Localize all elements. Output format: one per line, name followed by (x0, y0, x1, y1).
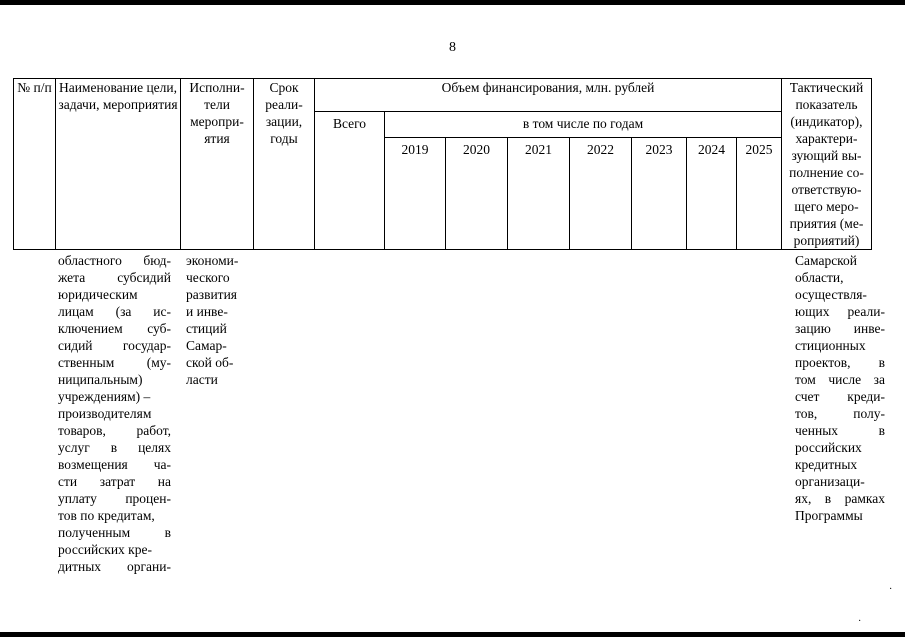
page-number: 8 (449, 40, 456, 55)
year-2021: 2021 (508, 138, 570, 250)
scan-speck: · (858, 616, 862, 627)
text-line: счет креди- (795, 389, 885, 404)
header-term: Срок реали- зации, годы (254, 79, 315, 250)
text-line: ях, в рамках (795, 491, 885, 506)
text-line: российских (795, 440, 862, 455)
text-line: сти затрат на (58, 474, 171, 489)
text-line: ческого (186, 270, 230, 285)
year-2023: 2023 (632, 138, 687, 250)
text-line: ченных в (795, 423, 885, 438)
text-line: возмещения ча- (58, 457, 171, 472)
text-line: ющих реали- (795, 304, 885, 319)
text-line: организаци- (795, 474, 865, 489)
table-header (13, 78, 872, 250)
text-line: товаров, работ, (58, 423, 171, 438)
text-line: уплату процен- (58, 491, 171, 506)
text-line: ской об- (186, 355, 234, 370)
text-line: дитных органи- (58, 559, 171, 574)
name-continuation-text (58, 252, 171, 575)
text-line: Самарской (795, 253, 858, 268)
executor-continuation-text (186, 252, 248, 388)
header-name: Наименование цели, задачи, мероприятия (56, 79, 181, 250)
text-line: Программы (795, 508, 863, 523)
text-line: проектов, в (795, 355, 885, 370)
text-line: сидий государ- (58, 338, 171, 353)
year-2024: 2024 (687, 138, 737, 250)
text-line: стиций (186, 321, 227, 336)
text-line: зацию инве- (795, 321, 885, 336)
text-line: тов по кредитам, (58, 508, 155, 523)
bottom-border-bar (0, 632, 905, 637)
header-total: Всего (315, 112, 385, 250)
text-line: развития (186, 287, 238, 302)
text-line: осуществля- (795, 287, 867, 302)
text-line: полученным в (58, 525, 171, 540)
top-border-bar (0, 0, 905, 5)
year-2025: 2025 (737, 138, 782, 250)
year-2020: 2020 (446, 138, 508, 250)
text-line: услуг в целях (58, 440, 171, 455)
scan-speck: · (889, 584, 893, 595)
text-line: тов, полу- (795, 406, 885, 421)
year-2022: 2022 (570, 138, 632, 250)
text-line: ключением суб- (58, 321, 171, 336)
text-line: области, (795, 270, 844, 285)
header-executor: Исполни- тели меропри- ятия (181, 79, 254, 250)
text-line: ниципальным) (58, 372, 143, 387)
header-number: № п/п (14, 79, 56, 250)
text-line: экономи- (186, 253, 239, 268)
text-line: учреждениям) – (58, 389, 151, 404)
text-line: и инве- (186, 304, 228, 319)
text-line: том числе за (795, 372, 885, 387)
text-line: кредитных (795, 457, 858, 472)
header-by-years: в том числе по годам (385, 112, 782, 138)
text-line: областного бюд- (58, 253, 171, 268)
text-line: ласти (186, 372, 218, 387)
text-line: производителям (58, 406, 152, 421)
text-line: жета субсидий (58, 270, 171, 285)
year-2019: 2019 (385, 138, 446, 250)
text-line: лицам (за ис- (58, 304, 171, 319)
text-line: стиционных (795, 338, 866, 353)
text-line: российских кре- (58, 542, 152, 557)
text-line: Самар- (186, 338, 227, 353)
header-indicator: Тактический показатель (индикатор), характери- зующий вы- полнение со- ответствую- щего меро- приятия (ме- роприятий) (782, 79, 872, 250)
indicator-continuation-text (795, 252, 885, 524)
header-financing: Объем финансирования, млн. рублей (315, 79, 782, 112)
text-line: ственным (му- (58, 355, 171, 370)
text-line: юридическим (58, 287, 138, 302)
